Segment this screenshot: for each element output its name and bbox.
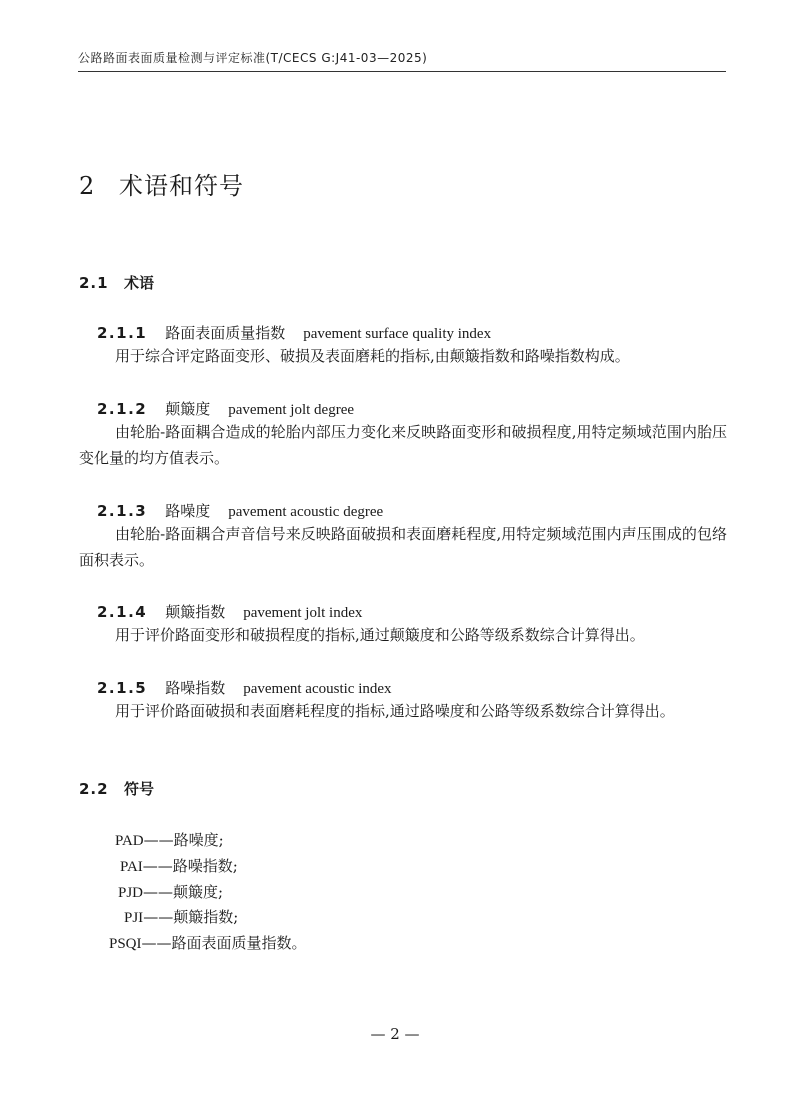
term-en: pavement jolt degree [228, 402, 355, 418]
page-number: — 2 — [370, 1025, 420, 1043]
symbol-entry [124, 906, 238, 927]
term-definition: 由轮胎-路面耦合造成的轮胎内部压力变化来反映路面变形和破损程度,用特定频域范围内胎压变化量的均方值表示。 [79, 423, 727, 467]
term-definition: 用于评价路面变形和破损程度的指标,通过颠簸度和公路等级系数综合计算得出。 [115, 626, 645, 644]
symbol-meaning: ——颠簸度; [143, 883, 224, 901]
section-title: 术语 [124, 274, 155, 292]
symbol-entry [115, 829, 224, 850]
symbol-meaning: ——路面表面质量指数。 [141, 934, 307, 952]
symbol-meaning: ——路噪度; [143, 831, 224, 849]
term-heading [97, 322, 491, 343]
symbol-code: PAD [115, 833, 144, 849]
term-number: 2.1.1 [97, 324, 148, 342]
term-en: pavement acoustic degree [228, 504, 384, 520]
term-en: pavement surface quality index [303, 326, 492, 342]
term-en: pavement jolt index [243, 605, 363, 621]
section-title: 符号 [124, 780, 155, 798]
term-number: 2.1.3 [97, 502, 148, 520]
symbol-code: PAI [120, 859, 143, 875]
term-definition: 用于评价路面破损和表面磨耗程度的指标,通过路噪度和公路等级系数综合计算得出。 [115, 702, 675, 720]
header-rule [78, 71, 726, 72]
term-heading [97, 601, 362, 622]
term-definition: 用于综合评定路面变形、破损及表面磨耗的指标,由颠簸指数和路噪指数构成。 [115, 347, 630, 365]
chapter-title-text: 术语和符号 [119, 172, 244, 200]
symbol-entry [120, 855, 238, 876]
symbol-entry [109, 932, 307, 953]
term-en: pavement acoustic index [243, 681, 392, 697]
term-heading [97, 677, 392, 698]
symbol-meaning: ——颠簸指数; [143, 908, 239, 926]
section-number: 2.1 [79, 274, 109, 292]
symbol-code: PJI [124, 910, 144, 926]
term-number: 2.1.4 [97, 603, 148, 621]
section-heading-terms [79, 272, 154, 293]
symbol-meaning: ——路噪指数; [142, 857, 238, 875]
term-zh: 颠簸度 [165, 400, 211, 418]
term-zh: 路噪度 [165, 502, 211, 520]
term-definition: 由轮胎-路面耦合声音信号来反映路面破损和表面磨耗程度,用特定频域范围内声压围成的包络面积表示。 [79, 525, 727, 569]
term-number: 2.1.2 [97, 400, 148, 418]
term-heading [97, 500, 383, 521]
chapter-number: 2 [79, 172, 96, 200]
symbol-entry [118, 881, 223, 902]
section-number: 2.2 [79, 780, 109, 798]
section-heading-symbols [79, 778, 154, 799]
term-heading [97, 398, 354, 419]
running-header: 公路路面表面质量检测与评定标准(T/CECS G:J41-03—2025) [78, 51, 428, 65]
term-zh: 路面表面质量指数 [165, 324, 286, 342]
chapter-title [79, 166, 244, 201]
symbol-code: PJD [118, 885, 144, 901]
term-zh: 路噪指数 [165, 679, 226, 697]
symbol-code: PSQI [109, 936, 142, 952]
term-number: 2.1.5 [97, 679, 148, 697]
term-zh: 颠簸指数 [165, 603, 226, 621]
